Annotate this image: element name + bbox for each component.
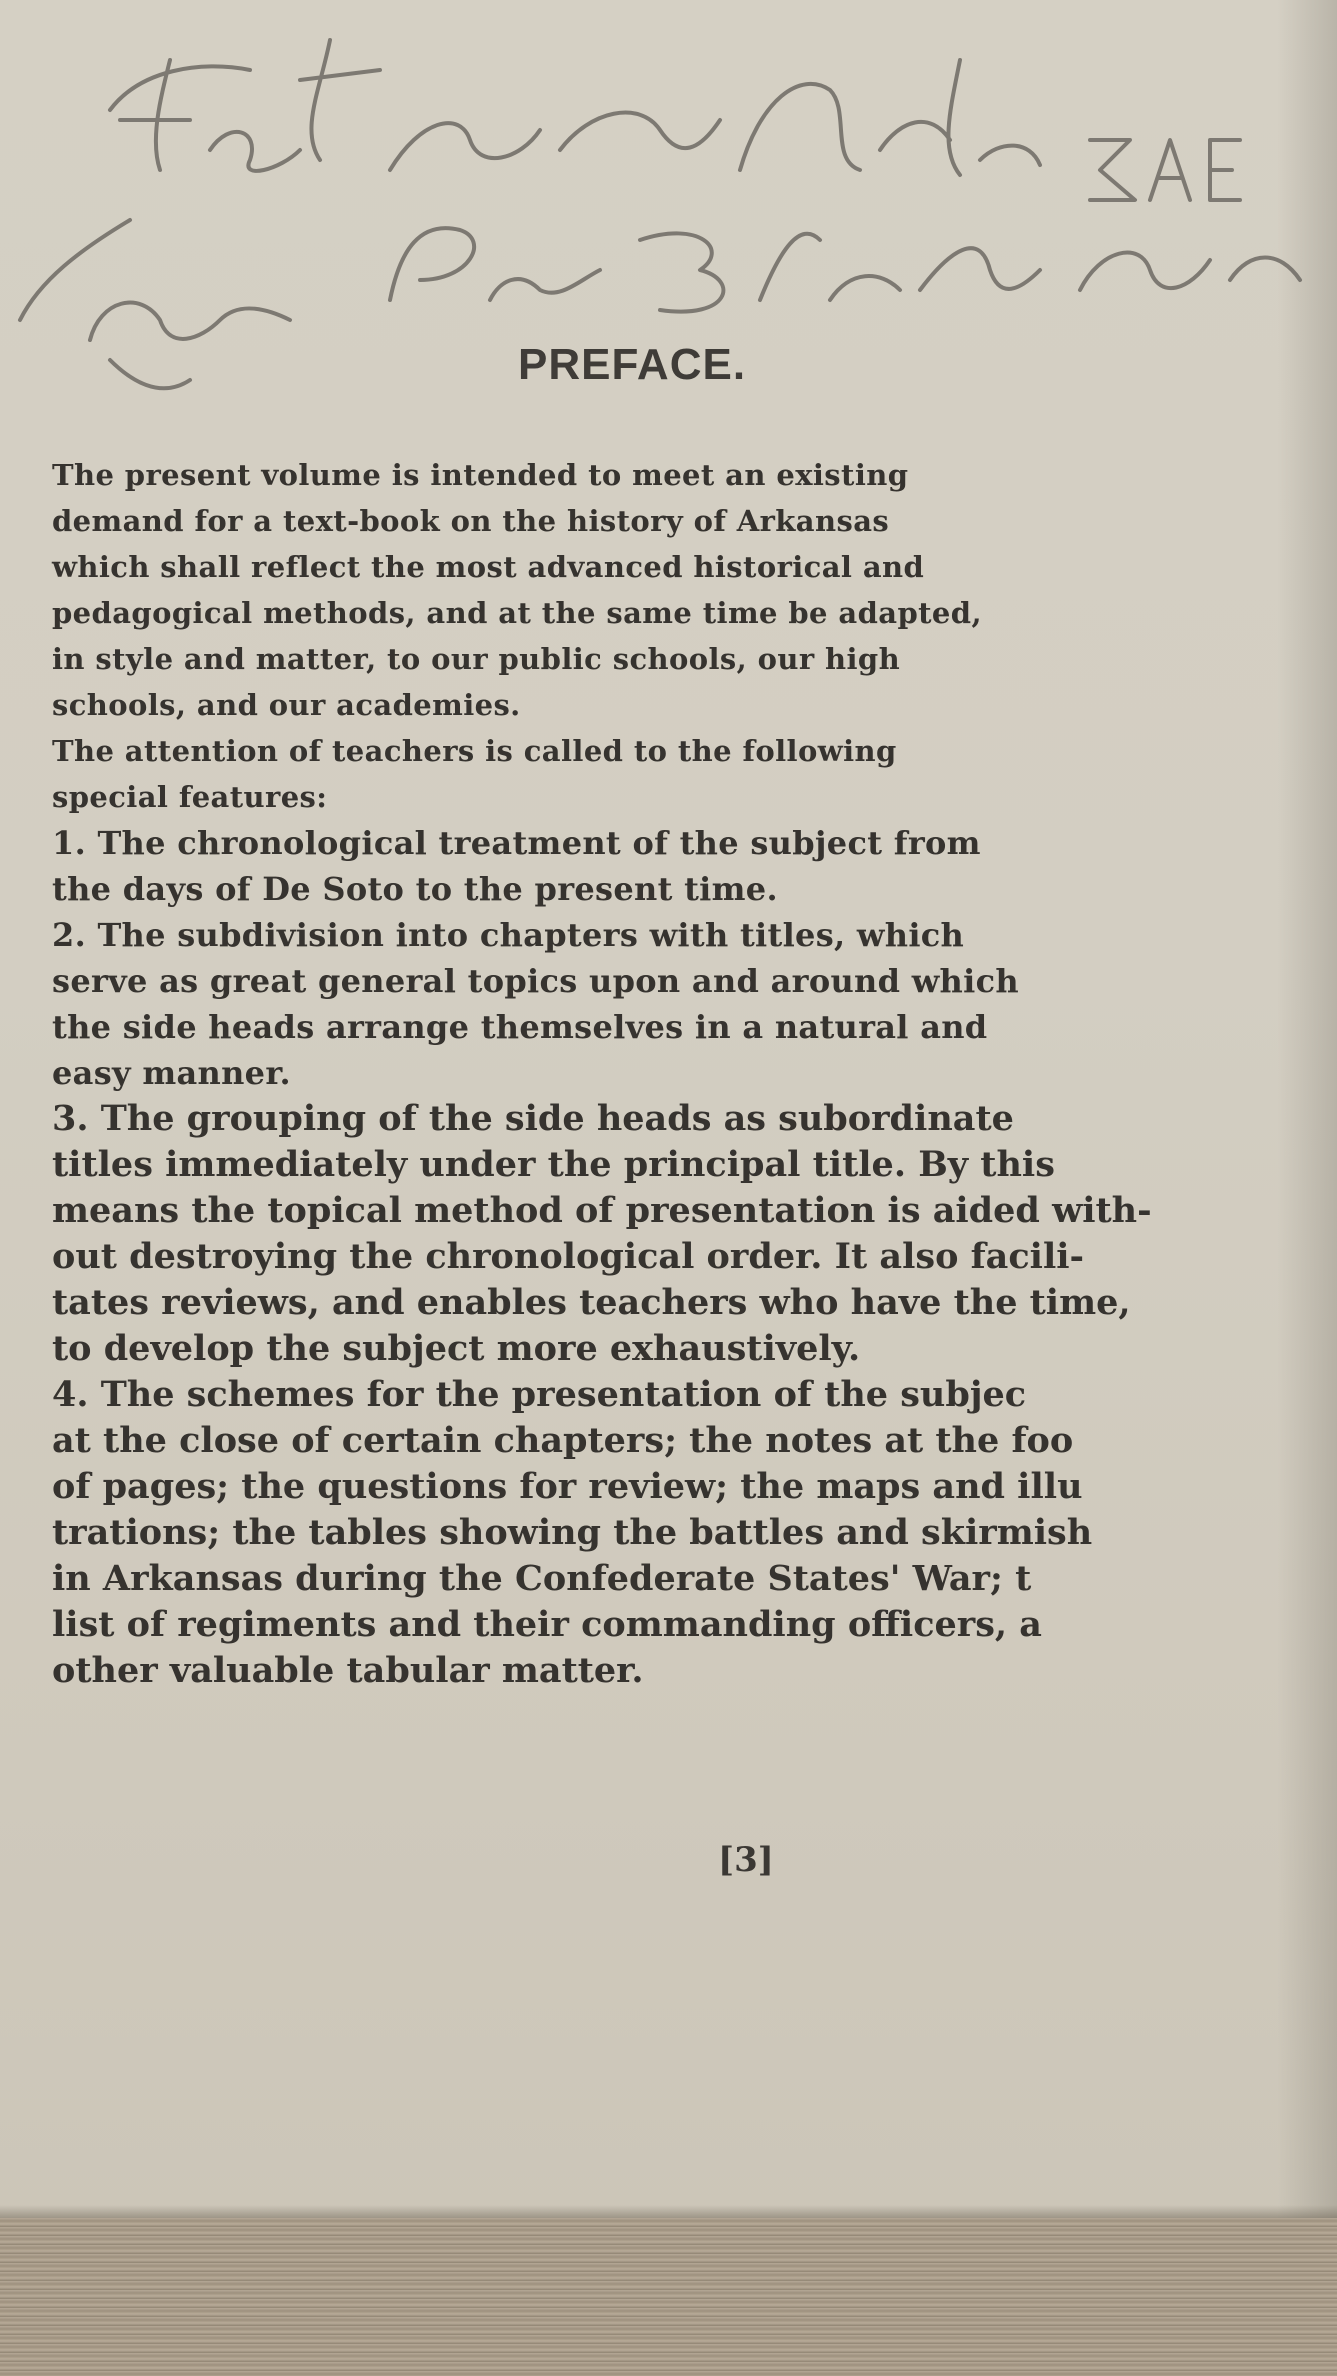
text-line: serve as great general topics upon and around which (52, 962, 1019, 1000)
text-line: list of regiments and their commanding officers, a (52, 1604, 1042, 1645)
preface-body (52, 452, 1337, 1694)
text-line: in Arkansas during the Confederate States' War; t (52, 1558, 1032, 1599)
text-line: the side heads arrange themselves in a natural and (52, 1008, 988, 1046)
text-line: 1. The chronological treatment of the subject from (52, 824, 981, 862)
text-line: 3. The grouping of the side heads as subordinate (52, 1098, 1014, 1139)
text-line: The present volume is intended to meet an existing (52, 458, 909, 492)
text-line: tates reviews, and enables teachers who have the time, (52, 1282, 1131, 1323)
text-line: pedagogical methods, and at the same time be adapted, (52, 596, 982, 630)
text-line: means the topical method of presentation is aided with- (52, 1190, 1152, 1231)
text-line: in style and matter, to our public schools, our high (52, 642, 901, 676)
text-line: to develop the subject more exhaustively. (52, 1328, 861, 1369)
text-line: trations; the tables showing the battles and skirmish (52, 1512, 1093, 1553)
text-line: 2. The subdivision into chapters with titles, which (52, 916, 965, 954)
page-title: PREFACE. (518, 340, 747, 389)
text-line: which shall reflect the most advanced historical and (52, 550, 925, 584)
text-line: schools, and our academies. (52, 688, 521, 722)
text-line: titles immediately under the principal title. By this (52, 1144, 1055, 1185)
text-line: out destroying the chronological order. It also facili- (52, 1236, 1085, 1277)
text-line: special features: (52, 780, 328, 814)
book-page-edges (0, 2218, 1337, 2376)
text-line: other valuable tabular matter. (52, 1650, 644, 1691)
text-line: easy manner. (52, 1054, 291, 1092)
page-number: [3] (718, 1840, 774, 1880)
text-line: of pages; the questions for review; the maps and illu (52, 1466, 1083, 1507)
text-line: at the close of certain chapters; the notes at the foo (52, 1420, 1074, 1461)
text-line: demand for a text-book on the history of Arkansas (52, 504, 890, 538)
text-line: the days of De Soto to the present time. (52, 870, 778, 908)
text-line: 4. The schemes for the presentation of the subjec (52, 1374, 1027, 1415)
text-line: The attention of teachers is called to the following (52, 734, 897, 768)
